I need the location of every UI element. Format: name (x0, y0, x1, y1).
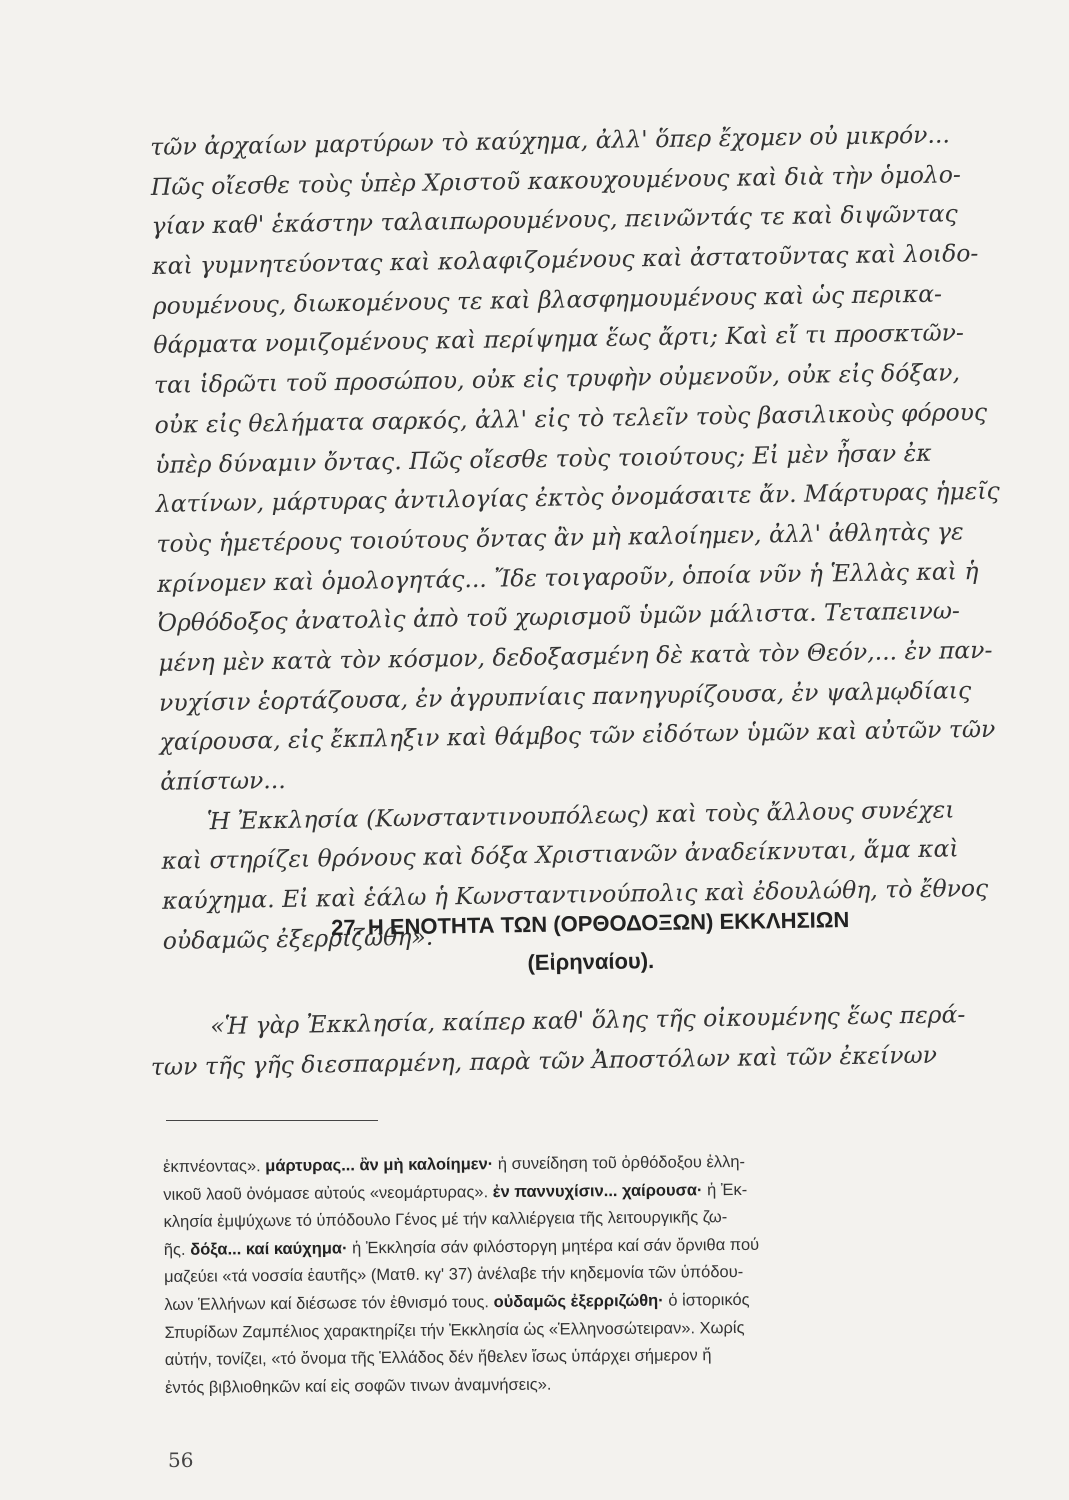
text-line: τοὺς ἡμετέρους τοιούτους ὄντας ἂν μὴ καλοίημεν, ἀλλ' ἀθλητὰς γε (156, 517, 964, 558)
footnote-text: ἐντός βιβλιοθηκῶν καί εἰς σοφῶν τινων ἀναμνήσεις». (164, 1375, 552, 1397)
text-line: καύχημα. Εἰ καὶ ἑάλω ἡ Κωνσταντινούπολις καὶ ἐδουλώθη, τὸ ἔθνος (161, 873, 989, 915)
text-line: μένη μὲν κατὰ τὸν κόσμον, δεδοξασμένη δὲ κατὰ τὸν Θεόν,... ἐν παν- (158, 635, 993, 677)
footnote-text: αὐτήν, τονίζει, «τό ὄνομα τῆς Ἑλλάδος δέν ἤθελεν ἴσως ὑπάρχει σήμερον ἤ (164, 1346, 712, 1370)
text-line: Ἡ Ἐκκλησία (Κωνσταντινουπόλεως) καὶ τοὺς ἄλλους συνέχει (206, 795, 955, 835)
text-line: ρουμένους, διωκομένους τε καὶ βλασφημουμένους καὶ ὡς περικα- (152, 279, 943, 320)
footnote-text: κλησία ἐμψύχωνε τό ὑπόδουλο Γένος μέ τήν καλλιέργεια τῆς λειτουργικῆς ζω- (163, 1208, 728, 1232)
text-line: καὶ γυμνητεύοντας καὶ κολαφιζομένους καὶ ἀστατοῦντας καὶ λοιδο- (151, 239, 979, 281)
footnote-text: νικοῦ λαοῦ ὀνόμασε αὐτούς «νεομάρτυρας». (163, 1182, 489, 1204)
text-line: θάρματα νομιζομένους καὶ περίψημα ἕως ἄρτι; Καὶ εἴ τι προσκτῶν- (153, 318, 965, 360)
footnote-lemma: οὐδαμῶς ἐξερριζώθη· (493, 1291, 664, 1312)
footnote-text: μαζεύει «τά νοσσία ἑαυτῆς» (Ματθ. κγ' 37) ἀνέλαβε τήν κηδεμονία τῶν ὑπόδου- (163, 1263, 744, 1287)
text-line: ὑπὲρ δύναμιν ὄντας. Πῶς οἴεσθε τοὺς τοιούτους; Εἰ μὲν ἦσαν ἐκ (155, 438, 932, 479)
section-text-block (150, 994, 1031, 1087)
main-text-block (150, 114, 1023, 961)
text-line: Πῶς οἴεσθε τοὺς ὑπὲρ Χριστοῦ κακουχουμένους καὶ διὰ τὴν ὁμολο- (150, 159, 962, 201)
footnotes-block (163, 1147, 1015, 1403)
text-line: καὶ στηρίζει θρόνους καὶ δόξα Χριστιανῶν ἀναδείκνυται, ἅμα καὶ (161, 834, 959, 876)
section-heading (150, 898, 1031, 988)
footnote-text: ἡ Ἐκ- (706, 1180, 748, 1199)
footnote-text: ἐκπνέοντας». (163, 1157, 261, 1176)
footnote-text: λων Ἑλλήνων καί διέσωσε τόν ἐθνισμό τους. (164, 1293, 490, 1314)
page-number: 56 (168, 1448, 194, 1472)
text-line: κρίνομεν καὶ ὁμολογητάς... Ἴδε τοιγαροῦν, ὁποία νῦν ἡ Ἑλλὰς καὶ ἡ (156, 556, 979, 598)
footnote-lemma: ἐν παννυχίσιν... χαίρουσα· (492, 1180, 703, 1201)
text-line: «Ἡ γὰρ Ἐκκλησία, καίπερ καθ' ὅλης τῆς οἰκουμένης ἕως περά- (210, 1000, 966, 1041)
text-line: οὐδαμῶς ἐξερριζώθη». (162, 922, 434, 955)
text-line: των τῆς γῆς διεσπαρμένη, παρὰ τῶν Ἀποστόλων καὶ τῶν ἐκείνων (150, 1040, 938, 1081)
footnote-text: ὁ ἱστορικός (668, 1290, 750, 1310)
text-line: τῶν ἀρχαίων μαρτύρων τὸ καύχημα, ἀλλ' ὅπερ ἔχομεν οὐ μικρόν... (150, 120, 951, 161)
footnote-text: ἡ συνείδηση τοῦ ὀρθόδοξου ἑλλη- (497, 1152, 746, 1174)
text-line: γίαν καθ' ἑκάστην ταλαιπωρουμένους, πεινῶντάς τε καὶ διψῶντας (151, 199, 958, 241)
section-title: 27. Η ΕΝΟΤΗΤΑ ΤΩΝ (ΟΡΘΟΔΟΞΩΝ) ΕΚΚΛΗΣΙΩΝ (330, 907, 850, 941)
text-line: νυχίσιν ἑορτάζουσα, ἐν ἀγρυπνίαις πανηγυρίζουσα, ἐν ψαλμῳδίαις (158, 675, 972, 717)
section-subtitle: (Εἰρηναίου). (527, 948, 655, 976)
footnote-text: Σπυρίδων Ζαμπέλιος χαρακτηρίζει τήν Ἐκκλησία ὡς «Ἑλληνοσώτειραν». Χωρίς (164, 1318, 745, 1342)
footnote-lemma: δόξα... καί καύχημα· (190, 1239, 348, 1259)
text-line: ἀπίστων... (160, 765, 286, 796)
footnote-divider (166, 1120, 378, 1121)
footnote-lemma: μάρτυρας... ἂν μὴ καλοίημεν· (265, 1155, 494, 1176)
text-line: λατίνων, μάρτυρας ἀντιλογίας ἐκτὸς ὀνομάσαιτε ἄν. Μάρτυρας ἡμεῖς (155, 476, 1000, 519)
text-line: χαίρουσα, εἰς ἔκπληξιν καὶ θάμβος τῶν εἰδότων ὑμῶν καὶ αὐτῶν τῶν (159, 715, 996, 757)
footnote-text: ἡ Ἐκκλησία σάν φιλόστοργη μητέρα καί σάν ὄρνιθα πού (352, 1235, 760, 1258)
footnote-text: ῆς. (163, 1240, 186, 1259)
text-line: οὐκ εἰς θελήματα σαρκός, ἀλλ' εἰς τὸ τελεῖν τοὺς βασιλικοὺς φόρους (154, 397, 988, 439)
text-line: ται ἱδρῶτι τοῦ προσώπου, οὐκ εἰς τρυφὴν οὐμενοῦν, οὐκ εἰς δόξαν, (153, 358, 961, 400)
text-line: Ὀρθόδοξος ἀνατολὶς ἀπὸ τοῦ χωρισμοῦ ὑμῶν μάλιστα. Τεταπεινω- (157, 596, 961, 638)
